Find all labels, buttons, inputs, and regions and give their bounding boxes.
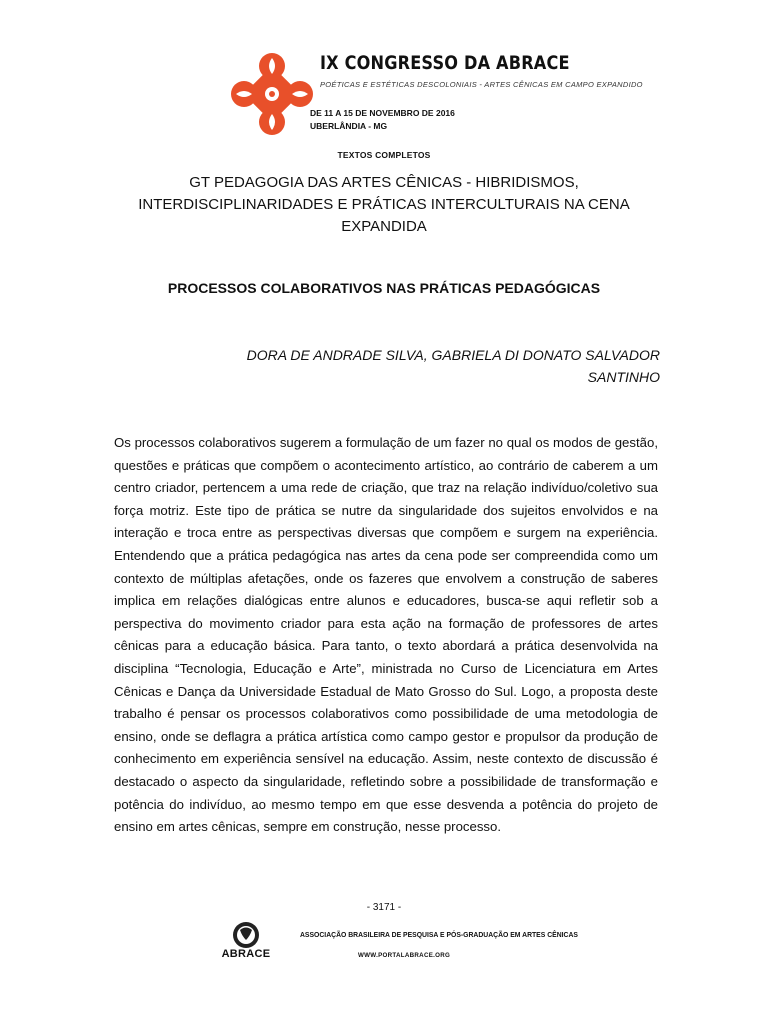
abrace-logo-icon: [218, 920, 274, 970]
congress-emblem-icon: [230, 52, 314, 136]
conference-header: [230, 44, 650, 144]
abstract-text: Os processos colaborativos sugerem a formulação de um fazer no qual os modos de gestão, questões e práticas que compõem o acontecimento artístico, ao contrário de caberem a um centro criador, pertencem a uma rede de criação, que traz na relação indivíduo/coletivo sua força motriz. Este tipo de prática se nutre da singularidade dos sujeitos envolvidos e na interação e troca entre as perspectivas diversas que compõem e surgem na experiência. Entendendo que a prática pedagógica nas artes da cena pode ser compreendida como um contexto de múltiplas afetações, onde os fazeres que envolvem a construção de saberes implica em relações dialógicas entre alunos e educadores, busca-se aqui refletir sob a perspectiva do movimento criador para esta ação na formação de professores de artes cênicas para a educação básica. Para tanto, o texto abordará a prática desenvolvida na disciplina “Tecnologia, Educação e Arte”, ministrada no Curso de Licenciatura em Artes Cênicas e Dança da Universidade Estadual de Mato Grosso do Sul. Logo, a proposta deste trabalho é pensar os processos colaborativos como possibilidade de uma metodologia de ensino, onde se deflagra a prática artística como campo gestor e propulsor da produção de conhecimento em experiência sensível na educação. Assim, neste contexto de discussão é destacado o aspecto da singularidade, refletindo sobre a possibilidade de transformação e potência do indivíduo, ao mesmo tempo em que esse desvenda a potência do projeto de ensino em artes cênicas, sempre em construção, nesse processo.: [114, 435, 658, 835]
association-name: ASSOCIAÇÃO BRASILEIRA DE PESQUISA E PÓS-GRADUAÇÃO EM ARTES CÊNICAS: [300, 930, 578, 939]
paper-title: PROCESSOS COLABORATIVOS NAS PRÁTICAS PEDAGÓGICAS: [167, 280, 601, 296]
page-number: - 3171 -: [366, 902, 402, 913]
working-group-title: GT PEDAGOGIA DAS ARTES CÊNICAS - HIBRIDISMOS, INTERDISCIPLINARIDADES E PRÁTICAS INTERCULTURAIS NA CENA EXPANDIDA: [138, 174, 630, 235]
portal-url: WWW.PORTALABRACE.ORG: [358, 952, 451, 959]
conference-dates: DE 11 A 15 DE NOVEMBRO DE 2016: [310, 108, 455, 118]
section-label: TEXTOS COMPLETOS: [337, 150, 431, 160]
conference-title: IX CONGRESSO DA ABRACE: [320, 52, 570, 74]
conference-city: UBERLÂNDIA - MG: [310, 121, 388, 131]
authors: DORA DE ANDRADE SILVA, GABRIELA DI DONATO SALVADOR SANTINHO: [246, 347, 660, 385]
abrace-logo-text: ABRACE: [221, 948, 271, 960]
conference-subtitle: POÉTICAS E ESTÉTICAS DESCOLONIAIS - ARTES CÊNICAS EM CAMPO EXPANDIDO: [320, 80, 643, 89]
